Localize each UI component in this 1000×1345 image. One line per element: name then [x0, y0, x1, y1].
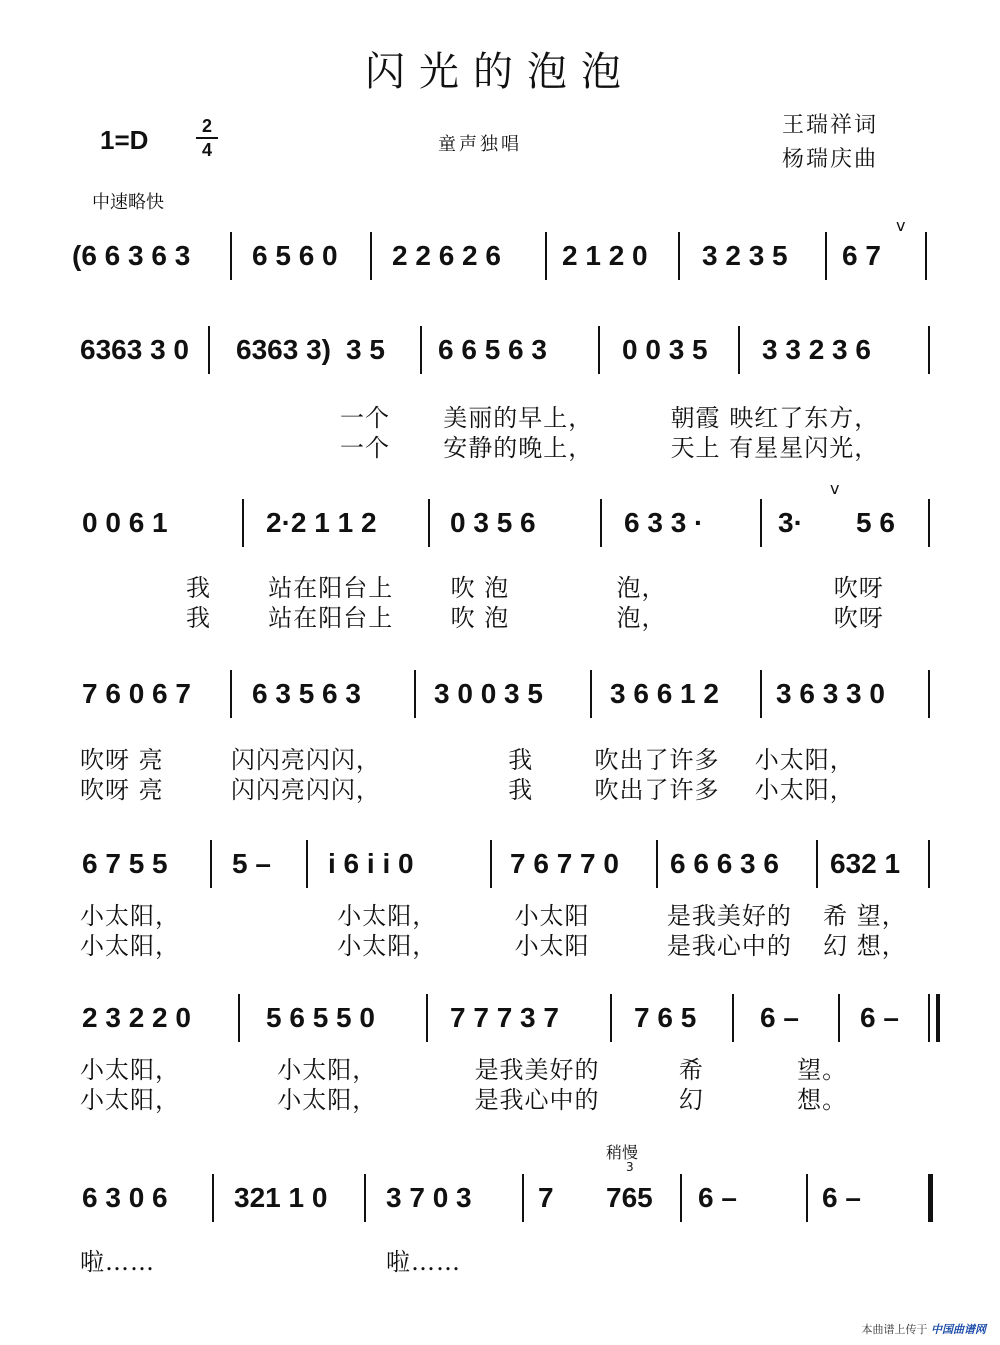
measure: 6 6 6 3 6 — [670, 848, 779, 879]
lyric: 望。 — [797, 1056, 848, 1084]
lyric: 幻 想， — [823, 932, 907, 960]
lyric: 天上 有星星闪光， — [670, 434, 880, 462]
lyric: 我 — [508, 776, 534, 804]
barline — [816, 840, 818, 888]
barline — [490, 840, 492, 888]
barline — [428, 499, 430, 547]
lyric: 啦…… — [386, 1248, 461, 1276]
measure: 3 7 0 3 — [386, 1182, 472, 1213]
lyric: 吹呀 亮 — [80, 746, 164, 774]
footer-text: 本曲谱上传于 — [861, 1323, 928, 1336]
barline — [806, 1174, 808, 1222]
measure: 0 0 6 1 — [82, 507, 168, 538]
lyric: 啦…… — [80, 1248, 155, 1276]
lyric: 我 — [508, 746, 534, 774]
lyric: 小太阳， — [80, 932, 180, 960]
lyric: 小太阳 — [514, 932, 590, 960]
barline — [545, 232, 547, 280]
lyric-line — [80, 926, 907, 961]
measure: 6 – — [860, 1002, 899, 1033]
measure: 6 7 — [842, 240, 881, 271]
measure: 7 6 0 6 7 — [82, 678, 191, 709]
lyric: 朝霞 映红了东方， — [670, 404, 880, 432]
measure: 2 3 2 2 0 — [82, 1002, 191, 1033]
lyric: 站在阳台上 — [268, 604, 394, 632]
barline — [242, 499, 244, 547]
barline — [738, 326, 740, 374]
lyric: 吹呀 亮 — [80, 776, 164, 804]
lyric: 是我心中的 — [666, 932, 792, 960]
score-row-3 — [70, 479, 940, 545]
footer-watermark — [862, 1321, 987, 1337]
lyric: 吹 泡 — [450, 604, 510, 632]
barline — [678, 232, 680, 280]
lyric-line — [80, 1080, 847, 1115]
lyric: 希 — [678, 1056, 704, 1084]
final-barline — [928, 1174, 933, 1222]
barline — [680, 1174, 682, 1222]
measure: 6 – — [822, 1182, 861, 1213]
barline — [212, 1174, 214, 1222]
measure: 0 3 5 6 — [450, 507, 536, 538]
measure: 6 5 6 0 — [252, 240, 338, 271]
measure: 6 3 0 6 — [82, 1182, 168, 1213]
lyric: 吹 泡 — [450, 574, 510, 602]
lyric: 一个 — [340, 404, 390, 432]
score-row-4 — [70, 676, 940, 716]
lyric: 泡， — [616, 574, 667, 602]
lyric: 安静的晚上， — [443, 434, 594, 462]
time-signature-top: 2 — [201, 116, 212, 136]
barline — [208, 326, 210, 374]
measure: 5 – — [232, 848, 271, 879]
lyric: 吹出了许多 — [594, 746, 720, 774]
measure: 6 3 3 · — [624, 507, 704, 538]
key-signature: 1=D — [100, 125, 149, 155]
measure: 7 6 7 7 0 — [510, 848, 619, 879]
measure: 7 7 7 3 7 — [450, 1002, 559, 1033]
composer-credit: 杨瑞庆曲 — [782, 147, 879, 172]
lyric: 想。 — [797, 1086, 848, 1114]
barline — [364, 1174, 366, 1222]
barline — [928, 326, 930, 374]
barline — [306, 840, 308, 888]
lyric: 小太阳， — [80, 1086, 180, 1114]
measure: 6 – — [698, 1182, 737, 1213]
barline — [928, 670, 930, 718]
barline — [838, 994, 840, 1042]
lyric: 小太阳， — [754, 746, 855, 774]
time-signature-line — [196, 137, 218, 139]
lyric: 站在阳台上 — [268, 574, 394, 602]
barline — [210, 840, 212, 888]
breath-mark: v — [896, 216, 906, 235]
score-row-1 — [70, 216, 940, 278]
measure: 0 0 3 5 — [622, 334, 708, 365]
final-barline — [936, 994, 940, 1042]
barline — [825, 232, 827, 280]
measure: 6 – — [760, 1002, 799, 1033]
lyric: 小太阳， — [80, 902, 180, 930]
lyric: 小太阳 — [514, 902, 590, 930]
breath-mark: v — [830, 479, 840, 498]
measure: 7 6 5 — [634, 1002, 697, 1033]
lyric: 一个 — [340, 434, 390, 462]
lyric: 是我美好的 — [474, 1056, 600, 1084]
barline — [610, 994, 612, 1042]
measure: 3 0 0 3 5 — [434, 678, 543, 709]
barline — [414, 670, 416, 718]
score-row-5 — [70, 846, 940, 886]
lyric: 闪闪亮闪闪， — [230, 776, 381, 804]
barline — [732, 994, 734, 1042]
measure: 6363 3) — [236, 334, 331, 365]
barline — [928, 840, 930, 888]
triplet-marking: 3 — [626, 1160, 634, 1174]
lyric: 是我心中的 — [474, 1086, 600, 1114]
lyric: 小太阳， — [337, 932, 438, 960]
lyric: 吹呀 — [833, 574, 884, 602]
barline — [522, 1174, 524, 1222]
barline — [370, 232, 372, 280]
barline — [426, 994, 428, 1042]
lyric: 我 — [186, 604, 211, 632]
barline — [925, 232, 927, 280]
tempo-marking: 中速略快 — [92, 192, 164, 213]
lyric: 幻 — [678, 1086, 704, 1114]
measure: 2 1 2 0 — [562, 240, 648, 271]
genre-label: 童声独唱 — [438, 134, 522, 155]
measure: 5 6 — [856, 507, 895, 538]
measure: 3· — [778, 507, 803, 538]
score-row-6 — [70, 1000, 940, 1040]
barline — [760, 670, 762, 718]
lyric: 泡， — [616, 604, 667, 632]
score-row-7 — [70, 1180, 940, 1220]
barline — [238, 994, 240, 1042]
lyric: 闪闪亮闪闪， — [230, 746, 381, 774]
measure: 3 3 2 3 6 — [762, 334, 871, 365]
lyric-line — [340, 428, 879, 463]
measure: 3 6 6 1 2 — [610, 678, 719, 709]
measure: 632 1 — [830, 848, 901, 879]
barline — [760, 499, 762, 547]
lyric: 小太阳， — [80, 1056, 180, 1084]
lyric: 小太阳， — [754, 776, 855, 804]
measure: 3 5 — [346, 334, 385, 365]
lyric: 小太阳， — [277, 1056, 378, 1084]
site-logo: 中国曲谱网 — [931, 1323, 986, 1336]
barline — [656, 840, 658, 888]
lyric: 我 — [186, 574, 211, 602]
measure: 5 6 5 5 0 — [266, 1002, 375, 1033]
lyric-line — [186, 598, 884, 633]
measure: 2 2 6 2 6 — [392, 240, 501, 271]
lyric: 是我美好的 — [666, 902, 792, 930]
measure: 6363 3 0 — [80, 334, 189, 365]
barline — [598, 326, 600, 374]
measure: 6 7 5 5 — [82, 848, 168, 879]
lyric: 吹出了许多 — [594, 776, 720, 804]
measure: 6 6 5 6 3 — [438, 334, 547, 365]
barline — [600, 499, 602, 547]
lyric: 吹呀 — [833, 604, 884, 632]
score-row-2 — [70, 332, 940, 372]
measure: 7 — [538, 1182, 554, 1213]
barline — [230, 232, 232, 280]
measure: 2·2 1 1 2 — [266, 507, 377, 538]
time-signature — [196, 116, 218, 160]
measure: (6 6 3 6 3 — [72, 240, 191, 271]
barline — [928, 994, 930, 1042]
barline — [230, 670, 232, 718]
measure: 6 3 5 6 3 — [252, 678, 361, 709]
barline — [590, 670, 592, 718]
measure: 3 6 3 3 0 — [776, 678, 885, 709]
lyric-line — [80, 770, 855, 805]
lyric: 美丽的早上， — [443, 404, 594, 432]
measure: 321 1 0 — [234, 1182, 328, 1213]
measure: 765 — [606, 1182, 653, 1213]
ritardando-marking: 稍慢 — [606, 1143, 639, 1162]
barline — [928, 499, 930, 547]
measure: i 6 i i 0 — [328, 848, 414, 879]
lyric: 小太阳， — [277, 1086, 378, 1114]
song-title: 闪光的泡泡 — [365, 49, 635, 95]
barline — [420, 326, 422, 374]
lyric: 小太阳， — [337, 902, 438, 930]
measure: 3 2 3 5 — [702, 240, 788, 271]
lyricist-credit: 王瑞祥词 — [782, 113, 879, 138]
lyric: 希 望， — [823, 902, 907, 930]
time-signature-bottom: 4 — [201, 140, 212, 160]
